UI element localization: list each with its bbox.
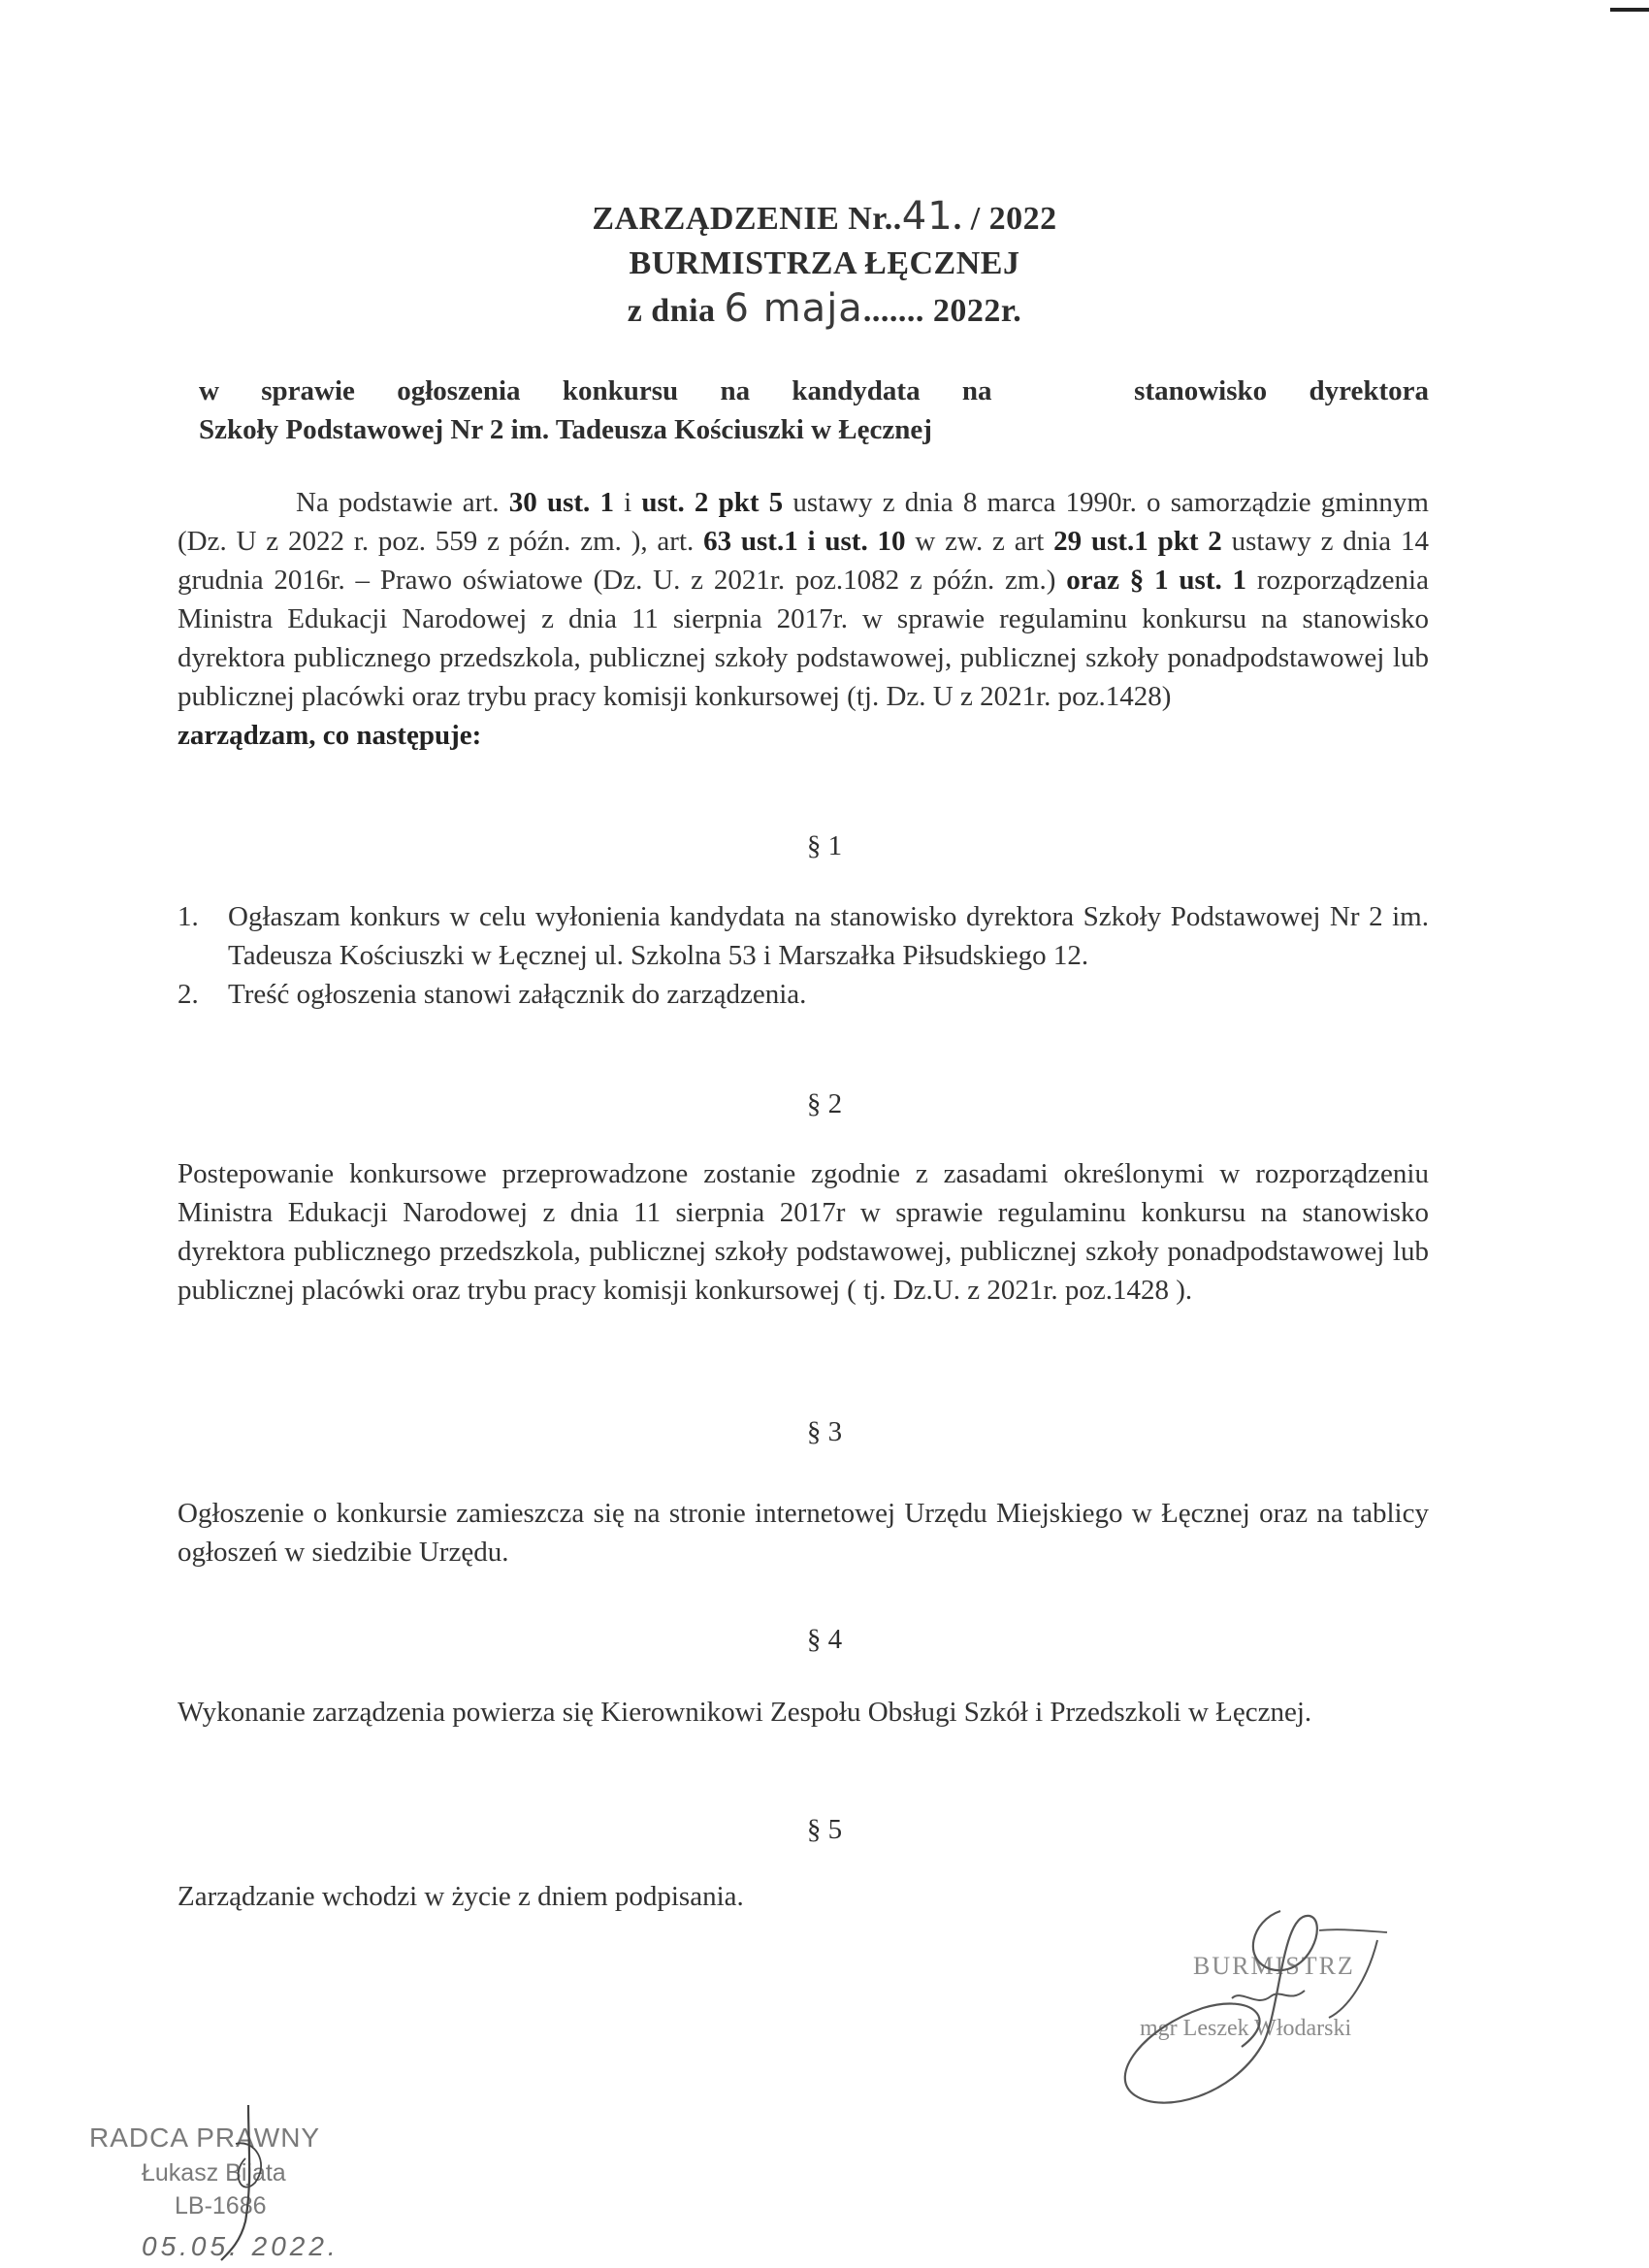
section-5-text: Zarządzanie wchodzi w życie z dniem podpisania. — [178, 1881, 744, 1912]
legal-advisor-stamp — [85, 2105, 435, 2268]
handwritten-ordinance-number: 41 — [901, 194, 954, 239]
signature-title: BURMISTRZ — [1193, 1952, 1355, 1980]
list-item: 2. Treść ogłoszenia stanowi załącznik do zarządzenia. — [178, 979, 807, 1010]
list-item: 1. Ogłaszam konkurs w celu wyłonienia kandydata na stanowisko dyrektora Szkoły Podstawowej Nr 2 im. Tadeusza Kościuszki w Łęcznej ul. Szkolna 53 i Marszałka Piłsudskiego 12. — [178, 901, 1429, 971]
section-heading-4: § 4 — [806, 1624, 843, 1655]
section-heading-3: § 3 — [806, 1416, 843, 1447]
stamp-name: Łukasz Bijata — [142, 2159, 286, 2187]
section-heading-5: § 5 — [806, 1814, 843, 1845]
section-3-text: Ogłoszenie o konkursie zamieszcza się na stronie internetowej Urzędu Miejskiego w Łęcznej oraz na tablicy ogłoszeń w siedzibie Urzędu. — [178, 1498, 1429, 1568]
section-4-text: Wykonanie zarządzenia powierza się Kierownikowi Zespołu Obsługi Szkół i Przedszkoli w Łęcznej. — [178, 1697, 1312, 1728]
stamp-title: RADCA PRAWNY — [89, 2122, 321, 2153]
subject-line-2: Szkoły Podstawowej Nr 2 im. Tadeusza Kościuszki w Łęcznej — [199, 414, 932, 445]
subject-line-1: w sprawie ogłoszenia konkursu na kandydata na stanowisko dyrektora — [199, 375, 1429, 406]
legal-basis-paragraph: Na podstawie art. 30 ust. 1 i ust. 2 pkt 5 ustawy z dnia 8 marca 1990r. o samorządzie gminnym (Dz. U z 2022 r. poz. 559 z późn. zm. ), art. 63 ust.1 i ust. 10 w zw. z art 29 ust.1 pkt 2 ustawy z dnia 14 grudnia 2016r. – Prawo oświatowe (Dz. U. z 2021r. poz.1082 z późn. zm.) oraz § 1 ust. 1 rozporządzenia Ministra Edukacji Narodowej z dnia 11 sierpnia 2017r. w sprawie regulaminu konkursu na stanowisko dyrektora publicznego przedszkola, publicznej szkoły podstawowej, publicznej szkoły ponadpodstawowej lub publicznej placówki oraz trybu pracy komisji konkursowej (tj. Dz. U z 2021r. poz.1428) zarządzam, co następuje: — [178, 483, 1429, 755]
section-heading-2: § 2 — [806, 1088, 843, 1119]
document-header — [0, 194, 1649, 334]
handwritten-signature-icon — [1086, 1901, 1436, 2144]
section-heading-1: § 1 — [806, 830, 843, 861]
ordinance-number-line: ZARZĄDZENIE Nr..41. / 2022 — [592, 194, 1057, 239]
scan-edge-mark — [1610, 8, 1649, 12]
date-line: z dnia 6 maja....... 2022r. — [627, 286, 1022, 331]
ordering-formula: zarządzam, co następuje: — [178, 720, 482, 751]
stamp-signature-icon — [85, 2105, 435, 2268]
mayor-signature-block — [1086, 1901, 1436, 2144]
issuer-line: BURMISTRZA ŁĘCZNEJ — [629, 245, 1020, 281]
section-2-text: Postepowanie konkursowe przeprowadzone zostanie zgodnie z zasadami określonymi w rozporządzeniu Ministra Edukacji Narodowej z dnia 11 sierpnia 2017r w sprawie regulaminu konkursu na stanowisko dyrektora publicznego przedszkola, publicznej szkoły podstawowej, publicznej szkoły ponadpodstawowej lub publicznej placówki oraz trybu pracy komisji konkursowej ( tj. Dz.U. z 2021r. poz.1428 ). — [178, 1158, 1429, 1306]
document-subject — [199, 372, 1429, 449]
handwritten-date: 6 maja — [724, 286, 863, 331]
handwritten-stamp-date: 05.05. 2022. — [142, 2231, 340, 2261]
stamp-license: LB-1686 — [175, 2192, 267, 2219]
signature-name: mgr Leszek Włodarski — [1140, 2016, 1352, 2041]
section-1-list — [178, 897, 1429, 1014]
